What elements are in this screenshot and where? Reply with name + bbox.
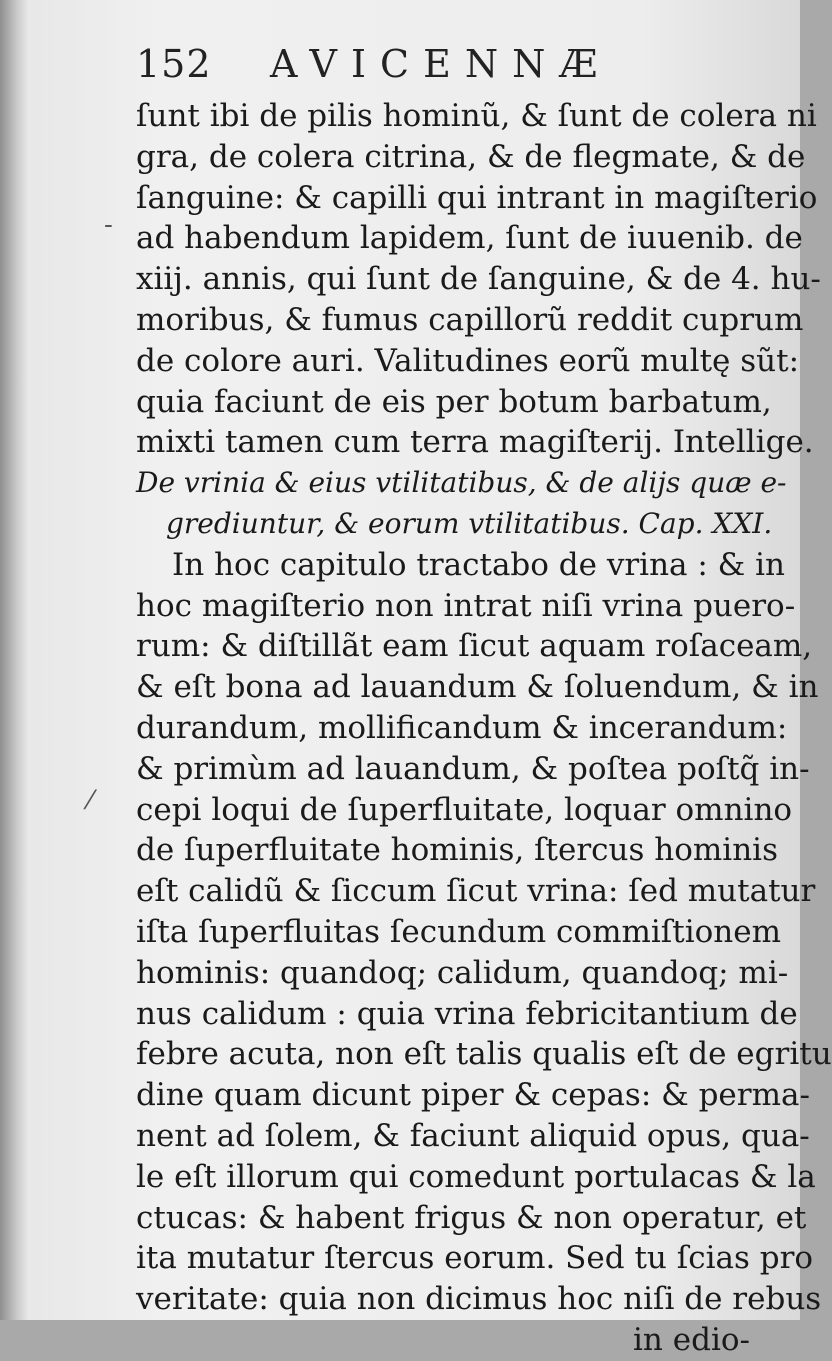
text-line: moribus, & fumus capillorũ reddit cuprum [136, 301, 804, 338]
page-number: 152 [136, 42, 212, 86]
running-head: AVICENNÆ [270, 42, 612, 86]
text-line: & eſt bona ad lauandum & ſoluendum, & in [136, 669, 819, 706]
text-line: eſt calidũ & ſiccum ſicut vrina: ſed mutatur [136, 873, 816, 910]
catchword-line: in edio- [633, 1321, 750, 1358]
text-line: dine quam dicunt piper & cepas: & perma- [136, 1077, 810, 1114]
text-line: rum: & diſtillãt eam ſicut aquam roſaceam, [136, 628, 813, 665]
text-line: de ſuperfluitate hominis, ſtercus hominis [136, 832, 778, 869]
chapter-heading-line: grediuntur, & eorum vtilitatibus. Cap. XXI. [166, 506, 773, 540]
text-line: xiij. annis, qui ſunt de ſanguine, & de 4. hu- [136, 261, 821, 298]
text-line: nent ad ſolem, & faciunt aliquid opus, qua- [136, 1117, 810, 1154]
chapter-heading-line: De vrinia & eius vtilitatibus, & de alijs quæ e- [136, 466, 787, 500]
text-line: ctucas: & habent frigus & non operatur, et [136, 1199, 807, 1236]
text-line: cepi loqui de ſuperfluitate, loquar omnino [136, 791, 793, 828]
gutter-shadow [0, 0, 28, 1320]
text-line: le eſt illorum qui comedunt portulacas & la [136, 1158, 816, 1195]
text-line: quia faciunt de eis per botum barbatum, [136, 383, 772, 420]
text-line: ſunt ibi de pilis hominũ, & ſunt de colera ni [136, 98, 817, 134]
text-line: febre acuta, non eſt talis qualis eſt de egritu [136, 1036, 832, 1073]
text-line: durandum, mollificandum & incerandum: [136, 709, 788, 746]
text-line: veritate: quia non dicimus hoc niſi de rebus [136, 1281, 822, 1318]
text-line: nus calidum : quia vrina febricitantium de [136, 995, 798, 1032]
text-line: gra, de colera citrina, & de flegmate, & de [136, 138, 806, 175]
paragraph-first-line: In hoc capitulo tractabo de vrina : & in [172, 546, 786, 583]
text-line: ſanguine: & capilli qui intrant in magiſterio [136, 179, 818, 216]
margin-pen-mark: ⁄ [88, 786, 93, 816]
text-line: de colore auri. Valitudines eorũ multę sũt: [136, 342, 800, 379]
text-line: hoc magiſterio non intrat niſi vrina puero- [136, 587, 796, 624]
text-line: mixti tamen cum terra magiſterij. Intellige. [136, 424, 814, 461]
body-text [136, 96, 832, 1361]
text-line: hominis: quandoq; calidum, quandoq; mi- [136, 954, 789, 991]
text-line: ita mutatur ſtercus eorum. Sed tu ſcias pro [136, 1240, 814, 1277]
page-header [136, 36, 736, 92]
text-line: iſta ſuperfluitas ſecundum commiſtionem [136, 913, 782, 950]
text-line: & primùm ad lauandum, & poſtea poſtq̃ in- [136, 750, 810, 787]
margin-dash-mark: - [104, 210, 113, 240]
text-line: ad habendum lapidem, ſunt de iuuenib. de [136, 220, 803, 257]
